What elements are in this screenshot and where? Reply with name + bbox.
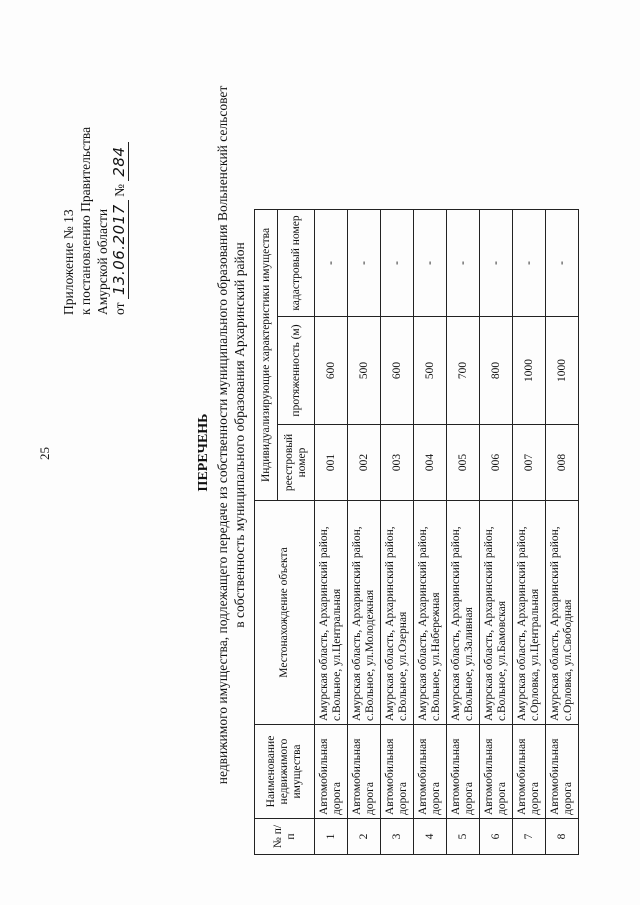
cell-location: Амурская область, Архаринский район, с.Орловка, ул.Свободная — [546, 501, 579, 725]
appendix-line-2: к постановлению Правительства — [78, 126, 93, 315]
cell-length: 600 — [315, 317, 348, 425]
cell-name: Автомобильная дорога — [447, 725, 480, 819]
appendix-line-3: Амурской области — [95, 208, 110, 315]
cell-cadastral: - — [348, 210, 381, 317]
cell-registry: 006 — [480, 425, 513, 501]
cell-length: 700 — [447, 317, 480, 425]
header-location: Местонахождение объекта — [255, 501, 315, 725]
page-number: 25 — [37, 447, 52, 460]
cell-cadastral: - — [414, 210, 447, 317]
cell-name: Автомобильная дорога — [513, 725, 546, 819]
cell-registry: 003 — [381, 425, 414, 501]
subtitle-line-1: недвижимого имущества, подлежащего передаче из собственности муниципального образования Вольненский сельсовет — [215, 85, 230, 785]
table-row — [348, 210, 381, 855]
cell-cadastral: - — [381, 210, 414, 317]
cell-length: 500 — [414, 317, 447, 425]
appendix-line-1: Приложение № 13 — [61, 209, 76, 315]
cell-name: Автомобильная дорога — [546, 725, 579, 819]
cell-registry: 008 — [546, 425, 579, 501]
cell-registry: 005 — [447, 425, 480, 501]
table-row — [381, 210, 414, 855]
header-name: Наименование недвижимого имущества — [255, 725, 315, 819]
cell-num: 4 — [414, 819, 447, 855]
cell-registry: 004 — [414, 425, 447, 501]
cell-cadastral: - — [546, 210, 579, 317]
document-title: ПЕРЕЧЕНЬ — [196, 413, 211, 492]
cell-name: Автомобильная дорога — [414, 725, 447, 819]
handwritten-number: 284 — [110, 142, 129, 180]
cell-registry: 002 — [348, 425, 381, 501]
cell-cadastral: - — [480, 210, 513, 317]
cell-location: Амурская область, Архаринский район, с.Вольное, ул.Молодежная — [348, 501, 381, 725]
cell-length: 500 — [348, 317, 381, 425]
table-row — [480, 210, 513, 855]
number-prefix: № — [112, 183, 127, 197]
cell-name: Автомобильная дорога — [381, 725, 414, 819]
header-characteristics: Индивидуализирующие характеристики имущества — [255, 210, 278, 501]
cell-num: 8 — [546, 819, 579, 855]
cell-length: 600 — [381, 317, 414, 425]
header-length: протяженность (м) — [278, 317, 315, 425]
table-header-row — [255, 210, 278, 855]
cell-cadastral: - — [513, 210, 546, 317]
cell-num: 1 — [315, 819, 348, 855]
cell-location: Амурская область, Архаринский район, с.Вольное, ул.Центральная — [315, 501, 348, 725]
cell-location: Амурская область, Архаринский район, с.Вольное, ул.Озерная — [381, 501, 414, 725]
date-prefix: от — [112, 302, 127, 315]
cell-num: 3 — [381, 819, 414, 855]
table-row — [546, 210, 579, 855]
appendix-block — [60, 127, 128, 315]
header-registry: реестровый номер — [278, 425, 315, 501]
header-cadastral: кадастровый номер — [278, 210, 315, 317]
table-row — [513, 210, 546, 855]
cell-num: 6 — [480, 819, 513, 855]
cell-location: Амурская область, Архаринский район, с.Орловка, ул.Центральная — [513, 501, 546, 725]
cell-cadastral: - — [447, 210, 480, 317]
cell-location: Амурская область, Архаринский район, с.Вольное, ул.Набережная — [414, 501, 447, 725]
cell-num: 5 — [447, 819, 480, 855]
cell-length: 1000 — [546, 317, 579, 425]
header-num: № п/п — [255, 819, 315, 855]
cell-registry: 001 — [315, 425, 348, 501]
table-row — [315, 210, 348, 855]
cell-length: 1000 — [513, 317, 546, 425]
cell-length: 800 — [480, 317, 513, 425]
cell-name: Автомобильная дорога — [315, 725, 348, 819]
table-row — [447, 210, 480, 855]
cell-location: Амурская область, Архаринский район, с.Вольное, ул.Заливная — [447, 501, 480, 725]
cell-num: 2 — [348, 819, 381, 855]
property-table — [254, 209, 579, 855]
cell-location: Амурская область, Архаринский район, с.Вольное, ул.Бамовская — [480, 501, 513, 725]
handwritten-date: 13.06.2017 — [110, 200, 129, 299]
document-subtitle — [214, 85, 248, 785]
cell-cadastral: - — [315, 210, 348, 317]
appendix-date-row — [111, 127, 128, 315]
cell-name: Автомобильная дорога — [348, 725, 381, 819]
table-row — [414, 210, 447, 855]
cell-registry: 007 — [513, 425, 546, 501]
cell-name: Автомобильная дорога — [480, 725, 513, 819]
subtitle-line-2: в собственность муниципального образования Архаринский район — [232, 242, 247, 628]
cell-num: 7 — [513, 819, 546, 855]
